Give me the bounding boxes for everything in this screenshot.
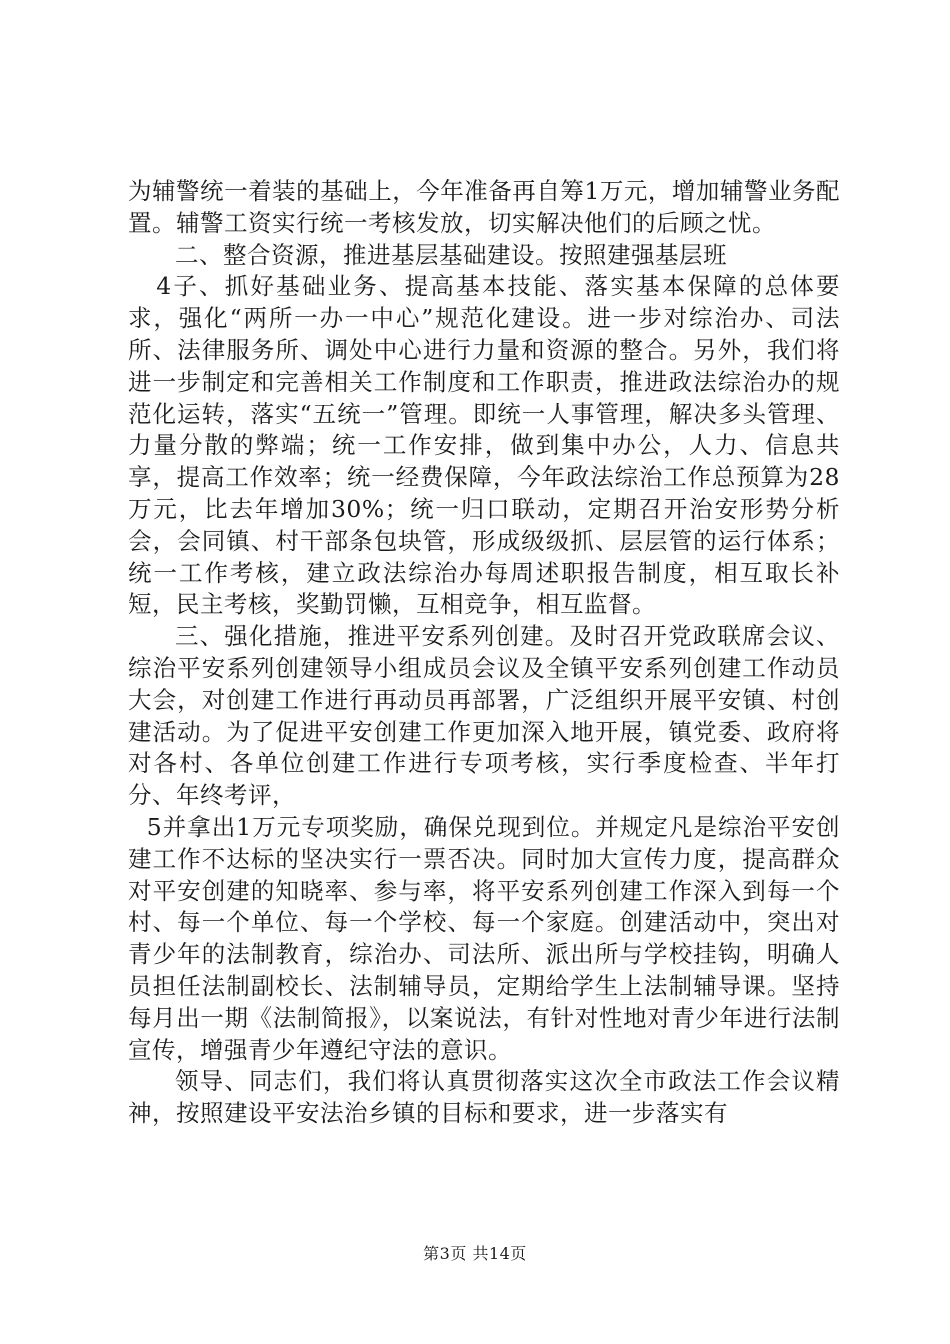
- page-number-footer: 第3页 共14页: [423, 1244, 527, 1263]
- paragraph-section-two-body: 4子、抓好基础业务、提高基本技能、落实基本保障的总体要求，强化“两所一办一中心”规范化建设。进一步对综治办、司法所、法律服务所、调处中心进行力量和资源的整合。另外，我们将进一步制定和完善相关工作制度和工作职责，推进政法综治办的规范化运转，落实“五统一”管理。即统一人事管理，解决多头管理、力量分散的弊端；统一工作安排，做到集中办公，人力、信息共享，提高工作效率；统一经费保障，今年政法综治工作总预算为28万元，比去年增加30%；统一归口联动，定期召开治安形势分析会，会同镇、村干部条包块管，形成级级抓、层层管的运行体系；统一工作考核，建立政法综治办每周述职报告制度，相互取长补短，民主考核，奖勤罚懒，互相竞争，相互监督。: [128, 272, 840, 619]
- paragraph-closing: 领导、同志们，我们将认真贯彻落实这次全市政法工作会议精神，按照建设平安法治乡镇的目标和要求，进一步落实有: [128, 1067, 840, 1128]
- document-body: [128, 176, 840, 1130]
- paragraph-section-three: 三、强化措施，推进平安系列创建。及时召开党政联席会议、综治平安系列创建领导小组成员会议及全镇平安系列创建工作动员大会，对创建工作进行再动员再部署，广泛组织开展平安镇、村创建活动。为了促进平安创建工作更加深入地开展，镇党委、政府将对各村、各单位创建工作进行专项考核，实行季度检查、半年打分、年终考评，: [128, 622, 840, 810]
- paragraph-section-three-continued: 5并拿出1万元专项奖励，确保兑现到位。并规定凡是综治平安创建工作不达标的坚决实行一票否决。同时加大宣传力度，提高群众对平安创建的知晓率、参与率，将平安系列创建工作深入到每一个村、每一个单位、每一个学校、每一个家庭。创建活动中，突出对青少年的法制教育，综治办、司法所、派出所与学校挂钩，明确人员担任法制副校长、法制辅导员，定期给学生上法制辅导课。坚持每月出一期《法制简报》，以案说法，有针对性地对青少年进行法制宣传，增强青少年遵纪守法的意识。: [128, 812, 840, 1064]
- paragraph-continuation: 为辅警统一着装的基础上，今年准备再自筹1万元，增加辅警业务配置。辅警工资实行统一考核发放，切实解决他们的后顾之忧。: [128, 177, 840, 237]
- paragraph-section-two-heading: 二、整合资源，推进基层基础建设。按照建强基层班: [175, 240, 727, 269]
